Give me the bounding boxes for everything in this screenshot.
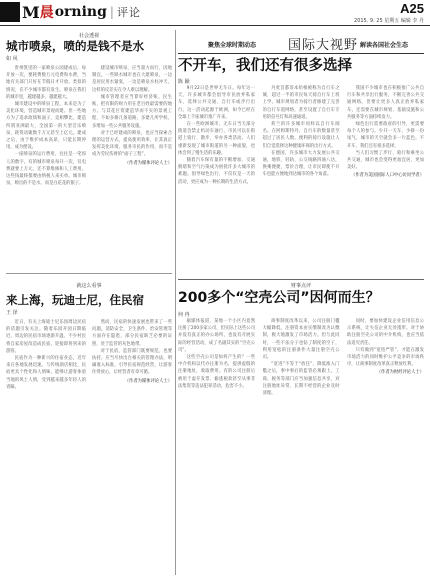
logo-red-character: 晨 — [39, 5, 54, 21]
article-city-fountains — [6, 32, 172, 265]
paragraph: 荷兰的许多城市同样以自行车闻名。在阿姆斯特丹，自行车的数量甚至超过了居民人数。便利的骑行设施让人们自觉选择这种健康环保的出行方式。 — [262, 122, 340, 149]
paragraph: 这些空壳公司是如何产生的？一些中介机构以代办注册为名，提供虚假的注册地址，收取费用。有的公司注册后被用于虚开发票、偷逃税款甚至从事非法集资等违法犯罪活动，危害不小。 — [178, 355, 255, 389]
article-separator — [178, 279, 424, 280]
banner-title: 国际大视野 — [288, 38, 359, 53]
paragraph: 建设城市喷泉，应当量力而行，因地制宜。一些缺水城市也在大建喷泉，一边是居民用水紧张，一边是喷泉水柱冲天，这样的反差实在令人难以理解。 — [92, 66, 172, 93]
paragraph: 随着汽车保有量的不断增加，交通拥堵和空气污染成为困扰许多大城市的难题。倡导绿色出行，不仅仅是一天的活动，更应成为一种长期的生活方式。 — [178, 158, 255, 185]
text-column-1 — [6, 319, 86, 509]
article-byline: 王 泽 — [6, 310, 18, 316]
paragraph: 民宿作为一种新兴的住宿业态，近年来在各地发展迅速。与传统酒店相比，民宿更具个性化和人情味，能够让游客体验当地的风土人情，受到越来越多年轻人的青睐。 — [6, 356, 86, 390]
logo-word: orning — [54, 4, 107, 20]
article-byline: 如 风 — [6, 56, 18, 62]
banner-right-text: 解读各国社会生态 — [360, 42, 409, 49]
text-column-1 — [6, 65, 86, 265]
article-body — [6, 65, 172, 265]
section-name: 评论 — [116, 6, 141, 19]
paragraph: 9月22日是世界无车日。每年这一天，许多城市都会倡导市民放弃私家车，选择公共交通、自行车或步行出行。这一活动起源于欧洲，如今已经在全球上千座城市推广开来。 — [178, 86, 255, 120]
paragraph: “宽进”不等于“放任”，降低准入门槛之后，事中事后的监管必须跟上。工商、税务等部门应当加强信息共享，对注册地址异常、长期不经营的企业及时清理。 — [262, 362, 340, 397]
newspaper-logo — [22, 2, 141, 22]
text-column-1 — [178, 318, 255, 572]
paragraph: 近日，有关上海迪士尼乐园周边民宿的话题引发关注。随着乐园开园日期临近，周边的民宿市场逐渐升温，不少村民将自家房屋改造成民宿，迎接即将到来的游客。 — [6, 320, 86, 354]
paragraph: 一座喷泉的运行费用，往往是一笔惊人的数字。有的城市喷泉每开一次，仅电费就要上万元，还不算维修和人工费用。这些钱最终都要由纳税人来买单。城市喷泉，喷出的不是水，而是白花花的银子。 — [6, 152, 86, 187]
main-article-byline: 陈 颖 — [178, 79, 190, 85]
paragraph: 对于已经建成的喷泉，也应当探索合理的运营方式，提高使用效率，让其真正发挥美化环境、服务市民的作用，而不是成为劳民伤财的“面子工程”。 — [92, 130, 172, 158]
author-credit: （作者为媒体评论人士） — [124, 378, 172, 384]
article-headline: 城市喷泉，喷的是钱不是水 — [6, 39, 144, 53]
page-number: A25 — [400, 1, 424, 16]
masthead — [0, 0, 430, 30]
article-body — [6, 319, 172, 509]
column-tag: 就这么看事 — [76, 283, 102, 289]
paragraph: 商事制度改革以来，公司注册门槛大幅降低，注册资本由实缴制改为认缴制，极大地激发了市场活力。但与此同时，一些不法分子也钻了制度的空子，利用宽松的注册条件大量注册空壳公司。 — [262, 319, 340, 361]
paragraph: 城市建设中的喷泉工程，本来是为了美化环境，营造城市景观而建。但一些地方为了追求政绩和面子，竞相攀比，建造所谓亚洲最大、全国第一的大型音乐喷泉，耗资动辄数千万元甚至上亿元。建成之后，由于维护成本高昂，只能长期停用，成为摆设。 — [6, 102, 86, 151]
date-line: 2015. 9. 25 星期五 编辑 李 丹 — [354, 18, 424, 24]
column-divider — [175, 30, 176, 575]
author-credit: （作者为财经评论人士） — [376, 370, 424, 376]
paragraph: 然而，民宿的快速发展也带来了一些问题。消防安全、卫生条件、治安管理等方面存在隐患，部分民宿缺乏必要的证照，处于监管的灰色地带。 — [92, 320, 172, 347]
paragraph: 据媒体报道，某地一个小区内竟然注册了200多家公司，但实际上这些公司并没有真正的办公场所，也没有开展实际的经营活动，成了名副其实的“空壳公司”。 — [178, 319, 255, 353]
author-credit: （作者为美国国际人口中心访问学者） — [350, 173, 424, 179]
paragraph: 当人们习惯了步行、骑行和乘坐公共交通，城市也会变得更加宜居、更加美好。 — [347, 150, 424, 171]
sub-article-body — [178, 318, 424, 572]
article-shanghai-disney — [6, 282, 172, 509]
paragraph: 对于民宿，监管部门既要规范，也要扶持。应当尽快出台相关的管理办法，明确准入标准，引导民宿规范经营，让游客住得放心，让经营者有章可循。 — [92, 348, 172, 376]
text-column-2 — [263, 318, 340, 572]
left-column — [6, 32, 172, 572]
text-column-2 — [263, 85, 340, 277]
paragraph: 在一些欧洲城市，无车日当天部分街道会禁止机动车通行，市民可以在街道上骑行、散步、举办各类活动。人们重新发现了城市街道的另一种面貌，也体会到了慢生活的乐趣。 — [178, 122, 255, 156]
text-column-3 — [347, 85, 424, 277]
sub-article-headline: 200多个“空壳公司”因何而生？ — [178, 290, 380, 306]
logo-separator: | — [109, 5, 114, 19]
article-separator — [6, 273, 172, 274]
paragraph: 在德国，许多城市大力发展公共交通，地铁、轻轨、公交线路四通八达，换乘便捷，票价合理，让市民即使不开车也能方便地到达城市的各个角落。 — [262, 150, 340, 178]
logo-letter-m: M — [22, 2, 39, 22]
international-banner — [178, 32, 424, 54]
column-tag: 社会透视 — [78, 33, 99, 39]
paragraph: 丹麦首都哥本哈根被称为自行车之城，超过一半的市民每天骑自行车上班上学。城市规划者为骑行者修建了完善的自行车道网络，甚至设置了自行车专用的信号灯和高速通道。 — [262, 86, 340, 120]
paragraph: 贵州凯里的一家喷泉公园建成后，每开放一次，要耗费数万元电费和水费，当地有关部门只好在节假日才开放。类似的情况，在不少城市都有发生。喷泉在我们的城市里，越建越多，越建越大。 — [6, 66, 86, 100]
article-headline: 来上海，玩迪士尼，住民宿 — [6, 293, 144, 307]
author-credit: （作者为媒体评论人士） — [124, 160, 172, 166]
text-column-2 — [92, 65, 172, 265]
text-column-3 — [347, 318, 424, 572]
text-column-1 — [178, 85, 255, 277]
main-article-headline: 不开车，我们还有很多选择 — [178, 58, 352, 74]
paragraph: 只有做到“宽进严管”，才能在激发市场活力的同时维护公平竞争的市场秩序，让商事制度改革真正释放红利。 — [347, 347, 424, 368]
masthead-rule — [0, 25, 430, 26]
banner-left-text: 聚焦全球时期动态 — [208, 42, 257, 49]
text-column-2 — [92, 319, 172, 509]
paragraph: 绿色出行需要政府的引导，更需要每个人的参与。少开一天车，少排一份尾气，城市的天空就会多一片蓝色。不开车，我们还有很多选择。 — [347, 122, 424, 149]
sub-article-tag: 财事点评 — [290, 283, 311, 289]
masthead-black-block — [0, 2, 20, 22]
paragraph: 同时，要加快建设企业信用信息公示系统，让失信企业无处遁形。对于协助注册空壳公司的中介机构，也应当依法追究责任。 — [347, 319, 424, 346]
paragraph: 我国不少城市也在积极推广公共自行车和共享出行服务，不断完善公共交通网络。但要让更多人真正放弃私家车，还需要在城市规划、基础设施和公共服务等方面持续发力。 — [347, 86, 424, 120]
paragraph: 城市管理者应当算好经济账、民生账，把有限的财力用在老百姓最需要的地方。与其花巨资建造华而不实的景观工程，不如多修几条道路，多建几所学校，多增加一些公共服务设施。 — [92, 94, 172, 129]
main-article-body — [178, 85, 424, 277]
sub-article-byline: 何 冉 — [178, 312, 190, 318]
